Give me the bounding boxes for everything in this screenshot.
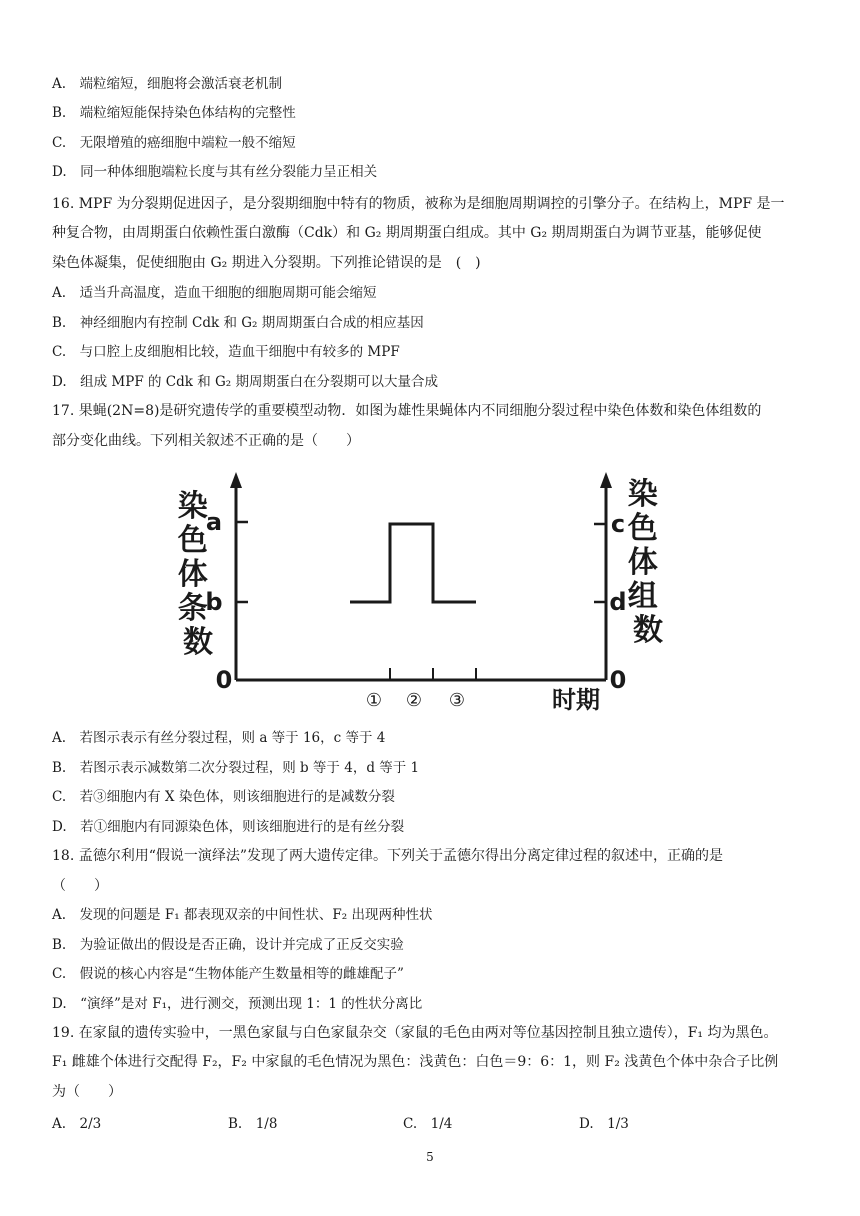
q17-option-a: A. 若图示表示有丝分裂过程，则 a 等于 16，c 等于 4 bbox=[52, 730, 386, 746]
q16-option-c: C. 与口腔上皮细胞相比较，造血干细胞中有较多的 MPF bbox=[52, 344, 400, 360]
q18-option-b: B. 为验证做出的假设是否正确，设计并完成了正反交实验 bbox=[52, 937, 404, 953]
q17-option-c: C. 若③细胞内有 X 染色体，则该细胞进行的是减数分裂 bbox=[52, 789, 395, 805]
left-axis-arrow bbox=[230, 472, 242, 488]
origin-left: 0 bbox=[215, 666, 233, 694]
q17-stem-line2: 部分变化曲线。下列相关叙述不正确的是（ ） bbox=[52, 433, 360, 449]
right-tick-c: c bbox=[610, 510, 626, 538]
q18-option-a: A. 发现的问题是 F₁ 都表现双亲的中间性状、F₂ 出现两种性状 bbox=[52, 907, 433, 923]
q19-answer-b: B. 1/8 bbox=[228, 1116, 278, 1132]
q15-option-d: D. 同一种体细胞端粒长度与其有丝分裂能力呈正相关 bbox=[52, 164, 378, 180]
q18-option-c: C. 假说的核心内容是“生物体能产生数量相等的雌雄配子” bbox=[52, 966, 404, 982]
right-axis-arrow bbox=[600, 472, 612, 488]
q19-stem-line2: F₁ 雌雄个体进行交配得 F₂，F₂ 中家鼠的毛色情况为黑色：浅黄色：白色＝9：6：1，则 F₂ 浅黄色个体中杂合子比例 bbox=[52, 1054, 779, 1070]
right-axis-label: 染 色 体 组 数 bbox=[627, 477, 663, 648]
q19-answer-d: D. 1/3 bbox=[579, 1116, 629, 1132]
q16-stem-line3: 染色体凝集，促使细胞由 G₂ 期进入分裂期。下列推论错误的是 ( ) bbox=[52, 255, 481, 271]
q15-option-a: A. 端粒缩短，细胞将会激活衰老机制 bbox=[52, 76, 283, 92]
q18-stem-line1: 18. 孟德尔利用“假说一演绎法”发现了两大遗传定律。下列关于孟德尔得出分离定律过程的叙述中，正确的是 bbox=[52, 848, 724, 864]
left-tick-a: a bbox=[205, 508, 223, 536]
q17-option-b: B. 若图示表示减数第二次分裂过程，则 b 等于 4，d 等于 1 bbox=[52, 760, 420, 776]
q19-stem-line1: 19. 在家鼠的遗传实验中，一黑色家鼠与白色家鼠杂交（家鼠的毛色由两对等位基因控制且独立遗传），F₁ 均为黑色。 bbox=[52, 1025, 778, 1041]
left-tick-b: b bbox=[205, 588, 223, 616]
q16-option-b: B. 神经细胞内有控制 Cdk 和 G₂ 期周期蛋白合成的相应基因 bbox=[52, 315, 424, 331]
q18-stem-line2: （ ） bbox=[52, 878, 108, 894]
q17-figure bbox=[176, 468, 676, 718]
x-axis-label: 时期 bbox=[552, 686, 600, 714]
q18-option-d: D. “演绎”是对 F₁，进行测交，预测出现 1：1 的性状分离比 bbox=[52, 996, 423, 1012]
curve-line bbox=[350, 524, 476, 602]
period-2: ② bbox=[405, 690, 423, 711]
q19-answer-c: C. 1/4 bbox=[403, 1116, 453, 1132]
q16-stem-line2: 种复合物，由周期蛋白依赖性蛋白激酶（Cdk）和 G₂ 期周期蛋白组成。其中 G₂ 期周期蛋白为调节亚基，能够促使 bbox=[52, 225, 762, 241]
q16-option-d: D. 组成 MPF 的 Cdk 和 G₂ 期周期蛋白在分裂期可以大量合成 bbox=[52, 374, 439, 390]
q16-option-a: A. 适当升高温度，造血干细胞的细胞周期可能会缩短 bbox=[52, 285, 377, 301]
q15-option-b: B. 端粒缩短能保持染色体结构的完整性 bbox=[52, 105, 296, 121]
q16-stem-line1: 16. MPF 为分裂期促进因子，是分裂期细胞中特有的物质，被称为是细胞周期调控的引擎分子。在结构上，MPF 是一 bbox=[52, 196, 785, 212]
q19-answer-row bbox=[52, 1112, 772, 1134]
period-1: ① bbox=[365, 690, 383, 711]
q17-option-d: D. 若①细胞内有同源染色体，则该细胞进行的是有丝分裂 bbox=[52, 819, 405, 835]
page-number: 5 bbox=[426, 1150, 434, 1164]
period-3: ③ bbox=[448, 690, 466, 711]
origin-right: 0 bbox=[609, 666, 627, 694]
q19-answer-a: A. 2/3 bbox=[52, 1116, 102, 1132]
q15-option-c: C. 无限增殖的癌细胞中端粒一般不缩短 bbox=[52, 135, 296, 151]
q17-stem-line1: 17. 果蝇(2N=8)是研究遗传学的重要模型动物．如图为雄性果蝇体内不同细胞分裂过程中染色体数和染色体组数的 bbox=[52, 403, 762, 419]
left-axis-label: 染 色 体 条 数 bbox=[177, 489, 213, 660]
right-tick-d: d bbox=[609, 588, 627, 616]
q19-stem-line3: 为（ ） bbox=[52, 1084, 122, 1100]
